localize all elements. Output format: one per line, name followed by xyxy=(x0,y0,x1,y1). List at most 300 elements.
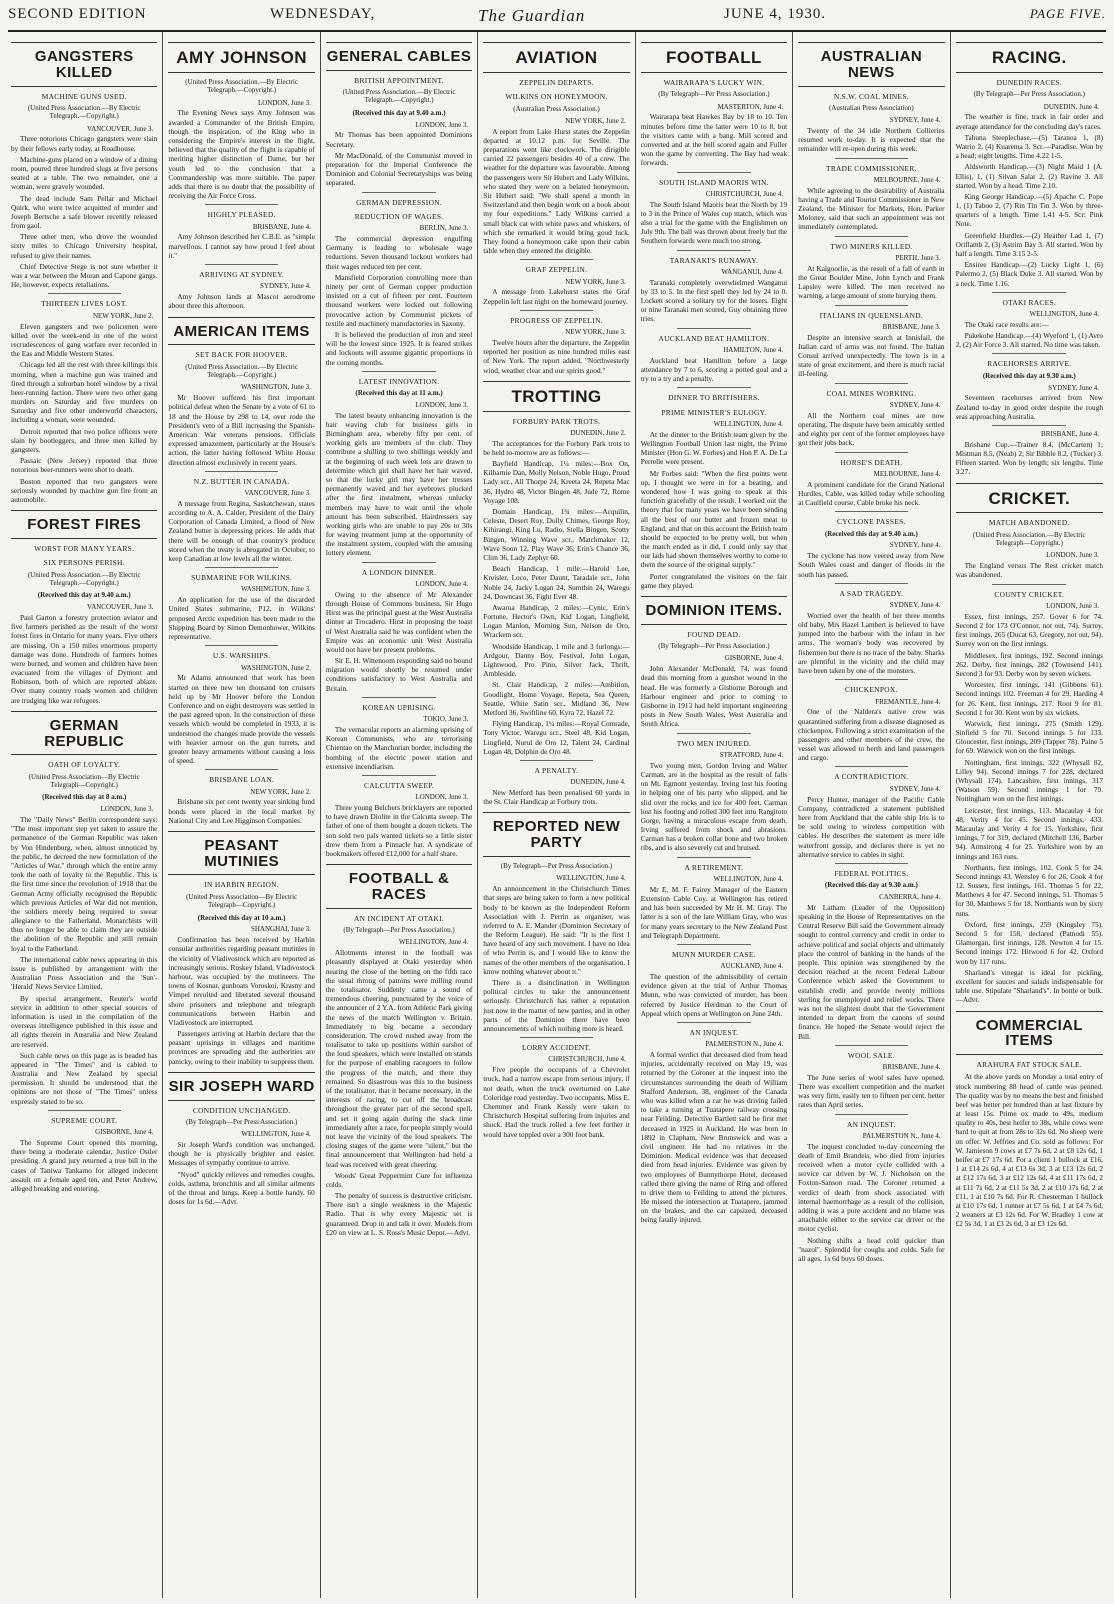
article-paragraph: Passaic (New Jersey) reported that three notorious beer-runners were shot to death. xyxy=(11,456,158,475)
section-heading: AMERICAN ITEMS xyxy=(168,317,314,346)
divider xyxy=(835,452,908,453)
divider xyxy=(48,293,121,294)
wire-credit: (United Press Association—By Electric Telegraph—Copyright.) xyxy=(28,772,140,790)
divider xyxy=(520,259,593,260)
divider xyxy=(205,645,278,646)
article xyxy=(798,869,944,1041)
article-paragraph: Chicago led all the rest with three killings this morning, when a machine gun was trained and fired through a suburban hotel window by a rival beer-running faction. There were two other gang murders on Saturday and five murders on Saturday and five other underworld characters, including a woman, were wounded. xyxy=(11,360,158,425)
subheading: WORST FOR MANY YEARS. xyxy=(34,543,135,553)
subheading: FEDERAL POLITICS. xyxy=(834,868,909,878)
article-paragraph: The vernacular reports an alarming uprising of Korean Communists, who are terrorising Chientao on the Manchurian border, including the bombing of the electric power station and extensive incendiarism. xyxy=(325,725,473,771)
article-paragraph: Three notorious Chicago gangsters were slain by their fellows early today, at Roadhouse. xyxy=(11,134,158,153)
subheading: FORBURY PARK TROTS. xyxy=(512,416,601,426)
divider xyxy=(835,383,908,384)
article-paragraph: Sir E. H. Wittenoom responding said no bound migration would shortly be resumed under conditions satisfactory to West Australia and Britain. xyxy=(325,656,473,693)
subheading: COUNTY CRICKET. xyxy=(994,589,1065,599)
article-paragraph: Mr Latham (Leader of the Opposition) speaking in the House of Representatives on the Central Reserve Bill said the Government already sought to control currency and credit in order to achieve political and social objects and ultimately place the control of banking in the hands of the people. This opinion was strengthened by the decision reached at the recent Federal Labour Conference which asked the Government to establish credit and provide twenty millions sterling for unemployed and relief works. There was not the slightest doubt that the Government intended to depart from the canons of sound finance. He hoped the Senate would reject the Bill. xyxy=(798,902,945,1041)
article-paragraph: Northants, first innings, 102. Cook 5 for 24. Second innings 43. Wensley 6 for 26, Cook 4 for 12. Sussex, first innings, 161. Thomas 5 for 22, Matthews 4 for 47. Second innings, 51. Thomas 5 for 30, Matthews 5 for 18. Northants won by sixty runs. xyxy=(955,862,1103,918)
article-paragraph: The England versus The Rest cricket match was abandoned. xyxy=(955,561,1103,580)
article-paragraph: While agreeing to the desirability of Australia having a Trade and Tourist Commissioner in New Zealand, the Minister for Markets, Hon. Parker Moloney, said that such an appointment was not immediately contemplated. xyxy=(798,185,945,232)
article xyxy=(168,573,314,641)
subheading: OATH OF LOYALTY. xyxy=(48,760,121,770)
article-paragraph: The dead include Sam Pellar and Michael Quirk, who were twice acquitted of murder and Joseph Bertsche a safe blower recently released from gaol. xyxy=(11,193,158,231)
subheading: MUNN MURDER CASE. xyxy=(672,949,756,959)
article xyxy=(168,477,314,563)
subheading: THIRTEEN LIVES LOST. xyxy=(41,299,128,309)
dateline: BRISBANE, June 4. xyxy=(252,222,311,231)
column-1 xyxy=(6,32,163,1598)
column-4 xyxy=(478,32,635,1598)
article xyxy=(326,198,472,367)
divider xyxy=(835,305,908,306)
article-paragraph: An announcement in the Christchurch Times that steps are being taken to form a new political body to be known as the Independent Reform Association with J. Perrin as organiser, was referred to A. E. Mander (Dominion Secretary of the Reform League). He said: "It is the first I have heard of any such movement. I have no idea of who Perrin is, and I would like to know the names of the other members of the organisation. I know nothing whatever about it." xyxy=(483,884,630,976)
subheading: SIX PERSONS PERISH. xyxy=(43,558,125,568)
article xyxy=(326,568,472,693)
article-paragraph: Worcester, first innings, 141 (Gibbons 61). Second innings 102. Freeman 4 for 29, Harding 4 for 26. Kent, first innings, 217. Root 9 for 81. Second 1 for 30. Kent won by six wickets. xyxy=(955,680,1103,717)
article-paragraph: Taranaki completely overwhelmed Wanganui by 33 to 5. In the first spell they led by 24 to 0. Lockett scored a solitary try for the losers. Eight or nine Taranaki men scored, Guy obtaining three tries. xyxy=(640,277,788,324)
article-paragraph: Oxford, first innings, 259 (Kingsley 75). Second 5 for 158, declared (Patnodi 55). Glamorgan, first innings, 128. Newton 4 for 15. Second innings 172. Hitwood 6 for 42. Oxford won by 117 runs. xyxy=(955,919,1103,966)
article-paragraph: Mr Hoover suffered his first important political defeat when the Senate by a vote of 61 to 18 and the House by 298 to 14, over rode the President's veto of a Bill increasing the Spanish-American War veterans pensions. Officials expressed amazement, particularly at the House's action, the latter having followed White House direction almost exclusively in recent years. xyxy=(168,393,315,467)
dateline: SYDNEY, June 4. xyxy=(889,601,941,610)
article-paragraph: The international cable news appearing in this issue is published by arrangement with the Australian Press Association and the 'Sun'-'Herald' News Service Limited. xyxy=(11,954,158,992)
article xyxy=(168,831,314,1066)
article-paragraph: Woods' Great Peppermint Cure for influenza colds. xyxy=(325,1170,473,1189)
subheading: IN HARBIN REGION. xyxy=(204,880,279,890)
article-paragraph: Mr Adams announced that work has been started on three new ten thousand ton cruisers held up by Mr Hoover before the London Conference and on eight destroyers was settled in the past agreed upon. In the construction of these vessels which would be completed in 1933, it is understood the changes made provide the vessels with heavier armour on the gun turrets, and greater heavy armaments without causing a loss of speed. xyxy=(168,673,315,766)
article xyxy=(483,1043,629,1139)
article-paragraph: The South Island Maoris beat the North by 19 to 3 in the Prince of Wales cup match, which was also a trial for the game with the Englishmen on July 9th. The ball was thrown about freely but the Southern forwards were much too strong. xyxy=(640,199,788,246)
dateline: NEW YORK, June 3. xyxy=(565,277,626,286)
divider xyxy=(677,1022,750,1023)
dateline: FREMANTLE, June 4. xyxy=(875,697,941,706)
section-heading: AVIATION xyxy=(483,42,629,73)
subheading: HIGHLY PLEASED. xyxy=(207,210,276,220)
subheading: PRIME MINISTER'S EULOGY. xyxy=(661,407,767,417)
received-time: (Received this day at 8 a.m.) xyxy=(42,793,127,802)
subheading: WILKINS ON HONEYMOON. xyxy=(505,92,608,102)
article-paragraph: The inquest concluded to-day concerning the death of Emil Brandeis, who died from injuries received when a motor cycle collided with a service car driven by W. J. Nicholson on the Foxton-Sanson road. The Coroner returned a verdict of death from shock associated with internal haemorrhage as a result of the collision, adding it was a pure accident and no blame was attachable either to the service car driver or the motor cyclist. xyxy=(798,1141,945,1234)
subheading: LATEST INNOVATION. xyxy=(358,376,440,386)
dateline: TOKIO, June 3. xyxy=(423,715,469,724)
subheading: A RETIREMENT. xyxy=(684,862,744,872)
divider xyxy=(205,264,278,265)
received-time: (Received this day at 9.40 a.m.) xyxy=(352,108,446,117)
dateline: SYDNEY, June 4. xyxy=(889,541,941,550)
dateline: WASHINGTON, June 3. xyxy=(240,383,311,392)
wire-credit: (Australian Press Association) xyxy=(828,103,914,112)
section-heading: GENERAL CABLES xyxy=(326,42,472,71)
received-time: (Received this day at 9.40 a.m.) xyxy=(824,529,918,538)
article-paragraph: A prominent candidate for the Grand National Hurdles, Cable, was killed today while schooling at Caulfield course. Cable broke his neck. xyxy=(798,479,945,508)
divider xyxy=(835,1045,908,1046)
article-paragraph: St. Clair Handicap, 2 miles:—Ambition, Goodlight, Home Voyage, Repeta, Sea Queen, Seattle, White Satin scr., Midland 36, New Metford 36, Swiftline 60, Kyra 72, Hazel 72. xyxy=(483,680,630,717)
article xyxy=(798,1051,944,1110)
article-paragraph: Sir Joseph Ward's condition was unchanged, though he is physically brighter and easier. Messages of sympathy continue to arrive. xyxy=(168,1140,315,1168)
article-paragraph: New Metford has been penalised 60 yards in the St. Clair Handicap at Forbury trots. xyxy=(483,788,630,807)
article-paragraph: Mr Forbes said: "When the first points went up, I thought we were in for a beating, and wondered how I was going to speak at this function gracefully of the result. I worked out the theory that for many years we have been sending all the best of our butter and frozen meat to England, and that on this account the British team should be expected to be pretty well, but when the match ended as it did, I could only say that our lads had shown themselves worthy to come to them the source of the original supply." xyxy=(640,468,788,570)
subheading: CALCUTTA SWEEP. xyxy=(364,780,435,790)
dateline: GISBORNE, June 4. xyxy=(724,654,784,663)
subheading: SOUTH ISLAND MAORIS WIN. xyxy=(659,177,769,187)
subheading: DUNEDIN RACES. xyxy=(996,77,1062,87)
wire-credit: (United Press Association.—By Electric Telegraph.—Copyright.) xyxy=(27,103,141,121)
dateline: AUCKLAND, June 4. xyxy=(720,962,784,971)
article-paragraph: By special arrangement, Reuter's world service in addition to other special sources of information is used in the compilation of the overseas intelligence published in this issue and all rights therein in Australia and New Zealand are reserved. xyxy=(11,993,158,1049)
dateline: SYDNEY, June 4. xyxy=(889,400,941,409)
subheading: AN INCIDENT AT OTAKI. xyxy=(354,913,445,923)
divider xyxy=(835,158,908,159)
divider xyxy=(362,775,435,776)
article xyxy=(326,864,472,1237)
subheading: SUBMARINE FOR WILKINS. xyxy=(191,573,293,583)
article xyxy=(168,651,314,765)
article xyxy=(641,596,787,729)
article-paragraph: Brisbane Cup.—Trainer 8.4, (McCarten) 1; Mistman 8.5, (Neab) 2; Sir Bibble 8.2, (Tucker) 3. Fifteen started. Won by length; six lengths. Time 3.27. xyxy=(955,439,1103,477)
article-paragraph: John Alexander McDonald, 74, was found dead this morning from a gunshot wound in the head. He was formerly a Gisborne Borough and Harbour engineer and prior to coming to Gisborne in 1913 had held important engineering posts in New South Wales, West Australia and South Africa. xyxy=(640,664,788,729)
wire-credit: (United Press Association.—By Electric Telegraph.—Copyright.) xyxy=(27,570,141,587)
article xyxy=(168,1072,314,1207)
subheading: MATCH ABANDONED. xyxy=(988,518,1070,528)
article-paragraph: Aldsworth Handicap.—(3) Night Maid 1 (A. Ellis), 1, (1) Silvan Salar 2, (2) Ravine 3. All started. Won by a head. Time 2.10. xyxy=(955,162,1103,190)
divider xyxy=(520,760,593,761)
subheading: RACEHORSES ARRIVE. xyxy=(987,359,1072,369)
article-paragraph: Chief Detective Stege is not sure whether it was a war between the Moran and Capone gangs. He, however, expects retaliations. xyxy=(11,261,158,290)
article xyxy=(641,863,787,940)
article-paragraph: Amy Johnson described her C.B.E. as "simple marvellous. I cannot say how proud I feel about it." xyxy=(168,232,315,260)
section-heading: COMMERCIAL ITEMS xyxy=(956,1011,1103,1056)
article-paragraph: Wairarapa beat Hawkes Bay by 18 to 10. Ten minutes before time the latter were 10 to 8, but the visitors came with a bang. Mill scored and converted and at the bell scored again and Fuller won the game by converting. The Bay had weak forwards. xyxy=(640,112,788,168)
section-heading: TROTTING xyxy=(483,381,629,412)
article-paragraph: Middlesex, first innings, 192. Second innings 262. Derby, first innings, 282 (Townsend 141). Second 3 for 93. Derby won by seven wickets. xyxy=(955,650,1103,678)
article-paragraph: Sharland's vinegar is ideal for pickling, excellent for sauces and salads indispensable for table use. Stipulate "Sharland's". In bottle or bulk.—Advt. xyxy=(955,967,1103,1005)
dateline: PALMERSTON N., June 4. xyxy=(862,1131,941,1140)
article xyxy=(168,775,314,825)
article-paragraph: All the Northern coal mines are now operating. The dispute have been amicably settled and eighty per cent of the former employees have got their jobs back. xyxy=(798,410,945,448)
subheading: CYCLONE PASSES. xyxy=(836,517,906,527)
dateline: CHRISTCHURCH, June 4. xyxy=(548,1055,626,1064)
subheading: WAIRARAPA'S LUCKY WIN. xyxy=(663,77,765,87)
subheading: AN INQUEST. xyxy=(846,1119,896,1129)
issue-date: JUNE 4, 1930. xyxy=(724,6,827,22)
dateline: STRATFORD, June 4. xyxy=(719,750,784,759)
article-paragraph: Mr MacDonald, of the Communist moved in preparation for the Imperial Conference the Dominion and Colonial Secretaryships was being separated. xyxy=(325,150,473,188)
received-time: (Received this day at 9.30 a.m.) xyxy=(824,881,918,890)
dateline: LONDON, June 3. xyxy=(1046,602,1099,610)
article-paragraph: Seventeen racehorses arrived from New Zealand to-day in good order despite the rough seas approaching Australia. xyxy=(955,393,1103,421)
article-paragraph: Two young men, Gordon Irving and Walter Carman, are in the hospital as the result of falls on Mt. Egmont yesterday. Irving lost his footing in helping one of his party who slipped, and he slid over the rocks and ice for 400 feet. Carman lost his footing and rolled 300 feet into Rangitoto Gorge, having a miraculous escape from death. Irving suffered from shock and abrasions. Carman has a broken collar bone and two broken ribs, and is also severely cut and bruised. xyxy=(640,760,788,853)
dateline: CHRISTCHURCH, June 4. xyxy=(705,189,784,198)
divider xyxy=(48,1110,121,1111)
divider xyxy=(205,567,278,568)
article xyxy=(326,42,472,188)
article-paragraph: The commercial depression engulfing Germany is leading to wholesale wage reductions. Seven thousand lockout workers had their wages reduced ten per cent. xyxy=(325,234,473,271)
dateline: WELLINGTON, June 4. xyxy=(556,874,626,883)
column-5 xyxy=(636,32,793,1598)
article-paragraph: The Otaki race results are:— xyxy=(964,319,1049,329)
article xyxy=(798,458,944,508)
article xyxy=(168,210,314,260)
subheading: A SAD TRAGEDY. xyxy=(839,588,904,598)
dateline: SHANGHAI, June 3. xyxy=(250,925,311,934)
received-time: (Received this day at 10 a.m.) xyxy=(197,913,286,922)
wire-credit: (United Press Association.—By Electric Telegraph.—Copyright.) xyxy=(185,362,299,379)
article xyxy=(641,42,787,168)
divider xyxy=(992,425,1066,426)
subheading: ARRIVING AT SYDNEY. xyxy=(199,270,285,280)
article xyxy=(798,685,944,762)
article xyxy=(11,711,157,1106)
article-paragraph: Passengers arriving at Harbin declare that the peasant uprisings in villages and maritime provinces are spreading and the authorities are panicky, owing to their inability to suppress them. xyxy=(168,1029,315,1066)
article-paragraph: Eleven gangsters and two policemen were killed over the week-end in one of the worst recrudescences of gang warfare ever recorded in the Eas and Middle Western States. xyxy=(11,321,158,359)
masthead xyxy=(8,0,1106,32)
article xyxy=(641,1028,787,1225)
dateline: VANCOUVER, June 3. xyxy=(244,489,311,498)
dateline: LONDON, June 3. xyxy=(415,400,469,409)
divider xyxy=(677,328,750,329)
dateline: WELLINGTON, June 4. xyxy=(398,938,469,947)
article-paragraph: A message from Lakehurst states the Graf Zeppelin left last night on the homeward journey. xyxy=(483,287,630,306)
article xyxy=(798,517,944,579)
subheading: MACHINE GUNS USED. xyxy=(41,91,127,101)
subheading: TRADE COMMISSIONER. xyxy=(826,163,917,173)
subheading: ITALIANS IN QUEENSLAND. xyxy=(819,310,924,320)
article xyxy=(483,316,629,375)
edition-label: SECOND EDITION xyxy=(8,6,147,22)
article-paragraph: The Evening News says Amy Johnson was awarded a Commander of the British Empire, though the inspiration, of the King who in considering the Empire's interest in the flight, believed that the quality of the flight is capable of meriting higher distinction of Dame, but her youth led to the conclusion that a Commandership was more suitable. The paper adds that there is no doubt that the possibility of receiving the Air Force Cross. xyxy=(168,108,315,201)
section-heading: FOOTBALL & RACES xyxy=(326,864,472,909)
section-heading: GERMAN REPUBLIC xyxy=(11,711,157,756)
article-paragraph: Ensiree Handicap.—(2) Lucky Light 1, (6) Palermo 2, (5) Black Duke 3. All started. Won by a neck. Time 1.16. xyxy=(955,260,1103,288)
dateline: SYDNEY, June 4. xyxy=(889,116,941,125)
article xyxy=(483,42,629,255)
section-heading: SIR JOSEPH WARD xyxy=(168,1072,314,1101)
article-paragraph: A message from Regina, Saskatchewan, states according to A. A. Calder, President of the Dairy Corporation of Canada Limited, a flood of New Zealand butter is depressing prices. He adds that there will be enough of that country's produce stored when the treaty is abrogated in October, to keep Canadian at low levels all the winter. xyxy=(168,498,315,563)
subheading: AUCKLAND BEAT HAMILTON. xyxy=(658,333,770,343)
wire-credit: (By Telegraph—Per Press Association.) xyxy=(343,926,455,935)
dateline: MELBOURNE, June 4. xyxy=(873,175,941,184)
divider xyxy=(205,471,278,472)
subheading: PROGRESS OF ZEPPELIN. xyxy=(510,315,603,325)
article-paragraph: The question of the admissibility of certain evidence given at the trial of Arthur Thomas Munn, who was convicted of murder, has been referred by Justice Herdman to the Court of Appeal which opens at Wellington on June 24th. xyxy=(640,972,788,1018)
subheading: CHICKENPOX. xyxy=(844,685,898,695)
article xyxy=(798,242,944,301)
subheading: ZEPPELIN DEPARTS. xyxy=(519,77,594,87)
article xyxy=(483,381,629,756)
section-heading: AMY JOHNSON xyxy=(168,42,314,73)
article xyxy=(641,178,787,246)
divider xyxy=(835,511,908,512)
divider xyxy=(205,204,278,205)
divider xyxy=(992,353,1066,354)
dateline: LONDON, June 3. xyxy=(1046,551,1099,560)
article xyxy=(168,42,314,200)
divider xyxy=(205,769,278,770)
article-paragraph: The latest beauty enhancing innovation is the hair waving club for business girls in Birmingham area, whereby fifty per cent. of working girls are members of the club. They contribute a shilling to two shillings weekly and at the beginning of each week lots are drawn to determine which girl shall have her hair waved, so that the lucky girl may have her tresses permanently waved and her eyebrows plucked after the first instalment, whereas unlucky members may have to wait until the whole amount has been subscribed. Hairdressers say working girls who are unable to pay 20s to 30s for waving treatment jump at the opportunity of the instalment system, coupled with the amusing lottery element. xyxy=(325,410,473,558)
article-paragraph: Leicester, first innings, 113. Macaulay 4 for 48, Verity 4 for 45. Second innings, 433. Macaulay and Verity 4 for 15. Yorkshire, first innings, 7 for 319, declared (Mitchell 136, Barber 94). Armstrong 4 for 25. Yorkshire won by an innings and 163 runs. xyxy=(955,805,1103,861)
divider xyxy=(835,236,908,237)
subheading: TARANAKI'S RUNAWAY. xyxy=(669,255,759,265)
article xyxy=(641,950,787,1018)
divider xyxy=(362,562,435,563)
article xyxy=(641,334,787,384)
dateline: LONDON, June 3. xyxy=(100,805,154,814)
dateline: LONDON, June 3. xyxy=(415,793,469,802)
article-paragraph: Paul Garton a forestry protection aviator and five farmers perished as the result of the worst forest fires in Ontario for many years. Five others are missing. On a 150 miles enormous property damage was done. Hundreds of farmers homes were burned, and women and children have been evacuated from the villages of Dymont and Robinson, both of which are reported ablaze. Over many country roads women and children are trudging like war refugees. xyxy=(11,612,158,705)
divider xyxy=(992,292,1066,293)
divider xyxy=(835,1114,908,1115)
article xyxy=(168,270,314,311)
dateline: PERTH, June 3. xyxy=(895,254,941,262)
dateline: WASHINGTON, June 3. xyxy=(240,585,311,594)
divider xyxy=(677,944,750,945)
dateline: NEW YORK, June 2. xyxy=(92,311,154,320)
article xyxy=(956,483,1103,580)
dateline: NEW YORK, June 2. xyxy=(250,787,311,796)
wire-credit: (By Telegraph—Per Press Association.) xyxy=(658,642,770,651)
article-paragraph: The acceptances for the Forbury Park trots to be held to-morrow are as follows:— xyxy=(483,438,630,457)
article xyxy=(326,781,472,858)
dateline: LONDON, June 3. xyxy=(415,120,469,129)
article-paragraph: The Supreme Court opened this morning, there being a moderate calendar, Justice Ostler presiding. A grand jury returned a true bill in the cases of Taniwa Tankamo for alleged indecent assault on a female aged ten, and Peter Andrew, alleged breaking and entering. xyxy=(11,1138,158,1193)
article xyxy=(326,377,472,558)
article xyxy=(483,812,629,1033)
article-paragraph: Greenfield Hurdles.—(2) Heather Lad 1, (7) Oriflamb 2, (3) Astrim Bay 3. All started. Won by half a length. Time 3.15 2-5. xyxy=(955,230,1103,258)
article-paragraph: Auckland beat Hamilton before a large attendance by 7 to 6, scoring a potted goal and a try to a try and a penalty. xyxy=(640,355,788,384)
article-paragraph: Three other men, who drove the wounded sixty miles to Chicago University hospital, refused to give their names. xyxy=(11,232,158,260)
dateline: VANCOUVER, June 3. xyxy=(87,603,154,612)
subheading: U.S. WARSHIPS. xyxy=(212,651,271,661)
article-paragraph: Tahuna Steeplechase.—(5) Taranoa 1, (8) Watrio 2, (4) Kuarema 3. Scr.—Paradise. Won by a head; eight lengths. Time 4.22 1-5. xyxy=(955,132,1103,161)
dateline: LONDON, June 3. xyxy=(257,98,311,107)
subheading: DINNER TO BRITISHERS. xyxy=(668,393,760,403)
article xyxy=(956,590,1103,1005)
wire-credit: (United Press Association.—By Electric Telegraph.—Copyright.) xyxy=(342,88,456,105)
article-paragraph: At the dinner to the British team given by the Wellington Football Union last night, the Prime Minister (Hon G. W. Forbes) and Hon P. A. De La Perrelle were present. xyxy=(640,429,788,467)
wire-credit: (United Press Association.—By Electric Telegraph—Copyright.) xyxy=(972,530,1086,548)
article-paragraph: Three young Belchers bricklayers are reported to have drawn Diolite in the Calcutta sweep. The father of one of them bought a dozen tickets. The son sold two pals wanted tickets so a little sister drew them from a Pinnacle hat. A syndicate of bookmakers offered £12,000 for a half share. xyxy=(325,803,473,859)
subheading: AN INQUEST. xyxy=(689,1027,739,1037)
article-paragraph: At Kalgoorlie, as the result of a fall of earth in the Great Boulder Mine, John Lynch and Frank Lapsley were killed. The men received no warning, a large amount of stone burying them. xyxy=(798,263,945,301)
subheading: BRITISH APPOINTMENT. xyxy=(354,75,444,85)
dateline: CANBERRA, June 4. xyxy=(879,893,941,902)
divider xyxy=(835,583,908,584)
subheading: WOOL SALE. xyxy=(847,1050,895,1060)
dateline: BRISBANE, June 3. xyxy=(882,322,941,331)
column-6 xyxy=(793,32,950,1598)
received-time: (Received this day at 9.30 a.m.) xyxy=(982,371,1076,380)
subheading: COAL MINES WORKING. xyxy=(826,388,917,398)
divider xyxy=(835,679,908,680)
article-paragraph: Owing to the absence of Mr Alexander through House of Commons business, Sir Hugo Hirst was the principal guest at the West Australia dinner at Trocadero. Hirst in proposing the toast of West Australia said he was confident when the Empire was an economic unit West Australia would not have her present problems. xyxy=(325,589,473,654)
section-heading: AUSTRALIAN NEWS xyxy=(798,42,944,87)
article-paragraph: There is a disinclination in Wellington political circles to take the announcement seriously. Christchurch has rather a reputation just now in the matter of new parties, and in other parts of the Dominion there have been announcements of which nothing more is heard. xyxy=(483,978,630,1033)
subheading: TWO MEN INJURED. xyxy=(676,738,752,748)
article-paragraph: Essex, first innings, 257. Gover 6 for 74. Second 2 for 173 O'Connor, not out, 74). Surrey, first innings, 265 (Ducat 63, Gregory, not out, 94). Surrey won on the first innings. xyxy=(955,611,1103,649)
article-paragraph: Domain Handicap, 1¾ miles:—Acquilin, Celeste, Desert Roy, Dolly Chimes, George Roy, Kihirangi, King Lu, Radio, Stella Bingen, Scotty Bingen, Winning Wave scr., Matchmaker 12, Wave Soon 12, Play Wave 36, Erin's Chance 36, Clim 36, Lady Zephyr 60. xyxy=(483,507,630,562)
article xyxy=(168,317,314,467)
article-paragraph: Confirmation has been received by Harbin consular authorities regarding peasant mutinies in the vicinity of Vladivostock which are reported as increasingly serious. Ruskey Island, Vladivostock harbour, was occupied by the mutineers. The towns of Kosnar, gunboats Voroskoi, Krasny and Vimpel revolted and liberated several thousand shore prisoners and telephone and telegraph communications between Harbin and Vladivostock are interrupted. xyxy=(168,935,315,1027)
dateline: GISBORNE, June 4. xyxy=(95,1128,154,1137)
article xyxy=(11,299,157,504)
subheading: A CONTRADICTION. xyxy=(834,772,909,782)
article-paragraph: One of the Naldera's native crew was quarantined suffering from a disease diagnosed as chickenpox. Following a strict examination of the passengers and other members of the crew, the vessel was allowed to berth and land passengers and cargo. xyxy=(798,707,945,763)
article-paragraph: Five people the occupants of a Chevrolet truck, had a narrow escape from serious injury, if not death, when the truck overturned on Lake Coleridge road yesterday. Two occupants, Miss E. Chemmer and Frank Kessly were taken to Christchurch Hospital suffering from injuries and shock. Had the truck rolled a few feet further it would have toppled over a 300 foot bank. xyxy=(483,1065,630,1139)
subheading: REDUCTION OF WAGES. xyxy=(354,211,444,221)
subheading: CONDITION UNCHANGED. xyxy=(192,1105,291,1115)
section-heading: FOOTBALL xyxy=(641,42,787,73)
dateline: WELLINGTON, June 4. xyxy=(1029,310,1099,319)
subheading: FOUND DEAD. xyxy=(687,629,741,639)
subheading: GRAF ZEPPELIN. xyxy=(525,265,588,275)
dateline: MELBOURNE, June 4. xyxy=(873,469,941,478)
article xyxy=(326,703,472,771)
section-heading: CRICKET. xyxy=(956,483,1103,514)
wire-credit: (By Telegraph—Per Press Association.) xyxy=(973,90,1085,99)
dateline: MASTERTON, June 4. xyxy=(717,102,784,111)
weekday-label: WEDNESDAY, xyxy=(270,6,376,22)
section-heading: RACING. xyxy=(956,42,1103,73)
subheading: ARAHURA FAT STOCK SALE. xyxy=(976,1060,1083,1069)
article-paragraph: Machine-guns placed on a window of a dining room, poured three hundred slugs at five persons seated at a table. The two remainder, one a woman, were gravely wounded. xyxy=(11,154,158,192)
dateline: BERLIN, June 3. xyxy=(419,224,469,233)
dateline: PALMERSTON N., June 4. xyxy=(705,1040,784,1049)
article-paragraph: Allotments interest in the football was pleasantly displayed at Otaki yesterday when nearing the close of the betting on the fifth race the usual throng of patrons were milling round the totalisator. Suddenly came a sound of tremendous cheering, punctuated by the voice of the announcer of 2 Y.A. from Athletic Park giving the news of the match Wellington v. Britain. Immediately to big became a secondary consideration. The crowd rushed away from the totalisator to take up positions within earshot of the loud speakers, which were installed on stands for the purpose of enabling racegoers to follow the progress of the match, and there they remained. So disastrous was this to the business of the totalisator, that it became necessary, in the interests of racing, to cut off the broadcast throughout the greater part of the second spell, and set it going again during the slack time immediately after a race, for people simply would not leave the vicinity of the loud speakers. The closing stages of the game were "silent," but the final announcement that Wellington had held a lead was received with great cheering. xyxy=(325,948,473,1169)
article-paragraph: The cyclone has now veered away from New South Wales coast and danger of floods in the south has passed. xyxy=(798,551,945,579)
article xyxy=(11,510,157,705)
dateline: WELLINGTON, June 4. xyxy=(713,420,784,429)
divider xyxy=(677,733,750,734)
article xyxy=(798,311,944,379)
divider xyxy=(520,310,593,311)
dateline: BRISBANE, June 4. xyxy=(882,1063,941,1072)
subheading: BRISBANE LOAN. xyxy=(209,775,275,785)
column-7 xyxy=(951,32,1108,1598)
divider xyxy=(520,1037,593,1038)
article-paragraph: Mr Thomas has been appointed Dominions Secretary. xyxy=(325,130,473,149)
article-paragraph: Amy Johnson lands at Mascot aerodrome about three this afternoon. xyxy=(168,292,315,311)
newspaper-title: The Guardian xyxy=(478,6,586,25)
section-heading: GANGSTERS KILLED xyxy=(11,42,157,87)
divider xyxy=(835,863,908,864)
dateline: SYDNEY, June 4. xyxy=(1048,383,1099,392)
article xyxy=(641,393,787,590)
section-heading: REPORTED NEW PARTY xyxy=(483,812,629,857)
dateline: DUNEDIN, June 2. xyxy=(570,428,626,437)
divider xyxy=(992,584,1066,585)
article-paragraph: Twelve hours after the departure, the Zeppelin reported her position as nine hundred miles east of New York. The report added, "Northwesterly wind, weather clear and our spirits good." xyxy=(483,337,630,375)
article-paragraph: It is believed the production of iron and steel will be the lowest since 1925. It is feared strikes and lockouts will assume gigantic proportions in the coming months. xyxy=(325,329,473,367)
article xyxy=(798,42,944,154)
article-paragraph: Mr E. M. F. Fairey Manager of the Eastern Extension Cable Coy. at Wellington has retired and has been succeeded by Mr H. M. Gray. The latter is a son of the late William Gray, who was for many years secretary to the New Zealand Post and Telegraph Department. xyxy=(640,884,788,940)
section-heading: PEASANT MUTINIES xyxy=(168,831,314,876)
article-paragraph: At the above yards on Monday a total entry of stock numbering 88 head of cattle was penned. The quality was by no means the best and finished beef was better per hundred than at last fixture by at least 15s. Prime ox made to 49s, medium quality to 40s, best heifer to 38s, while cows were hard to quit at from 28s to 32s 6d. No sheep were on offer. W. Jeffries and Co. sold as follows: For W. Jamieson 9 cows at £7 7s 6d, 2 at £8 12s 6d, 1 heifer at £7 17s 6d. For a client 1 bullock at £16, 1 at £14 2s 6d, 4 at £13 6s 3d, 3 at £13 12s 6d, 2 at £12 17s 6d, 3 at £12 12s 6d, 4 at £11 17s 6d, 2 at £11 7s 6d, 2 at £11 5s 3d, 2 at £10 17s 6d, 2 at £11, 1 at £10 7s 6d. For R. Chesterman 1 bullock at £10 17s 6d, 1 runner at £7 5s 6d, 1 at £4 7s 6d, 2 weaners at £3 12s 6d. For W. Bradley 1 cow at £2 5s 3d, 1 at £3 2s 6d, 3 at £3 12s 6d. xyxy=(955,1072,1103,1229)
wire-credit: (By Telegraph—Per Press Association.) xyxy=(185,1117,298,1126)
article-paragraph: Awarua Handicap, 2 miles:—Cynic, Erin's Fortune, Hector's Own, Kid Logan, Lingfield, Logan Manlon, Morning Sun, Nelson de Oro, Wrackem scr. xyxy=(483,602,630,640)
dateline: WELLINGTON, June 4. xyxy=(713,874,784,883)
article-paragraph: The "Daily News" Berlin correspondent says: "The most important step yet taken to assure the permanence of the German Republic was taken by Von Hindenburg, when, almost unnoticed by the public, he decreed the new formulation of the "Articles of War," through which the entire army took the oath of loyalty to the Republic. This is the first time since the revolution of 1918 that the German Army officially recognised the Republic which previous Articles of War did not mention, the soldiers merely being required to swear allegiance to the Fatherland. Monarchists will thus no longer be able to claim they are outside the abolition of the Republic and still remain loyal to the Fatherland. xyxy=(11,815,158,953)
page-number: PAGE FIVE. xyxy=(1029,6,1106,21)
divider xyxy=(677,857,750,858)
article xyxy=(483,766,629,807)
dateline: DUNEDIN, June 4. xyxy=(570,778,626,787)
article-paragraph: Beach Handicap, 1 mile:—Harold Lee, Kreisler, Loco, Peter Daunt, Taradale scr., John Noble 24, Jacky Logan 24, Sumthin 24, Waregu 24, Downcast 36, Fight Ever 48. xyxy=(483,564,630,601)
divider xyxy=(362,697,435,698)
dateline: VANCOUVER, June 3. xyxy=(87,124,154,133)
article-paragraph: A formal verdict that deceased died from head injuries, accidentally received on May 19, was returned by the Coroner at the inquest into the circumstances surrounding the death of William Stafford Anderson, 38, engineer of the Canada who was killed when a car he was driving failed to take a turning at Tuatapere railway crossing near Feilding. Detective Bartlett said he first met deceased in 1925 in Auckland. He was born in 1892 in Clapham, New Brunswick and was a civil engineer. He had no relatives in the Dominion. Medical evidence was that deceased died from head injuries. Evidence was given by two employees of Bunnythorpe Hotel, deceased called there giving the name of Ring and offered to drive them to Feilding to attend the pictures. He missed the intersection at Tuatapere, jammed on the brakes, and the car capsized, deceased being fatally injured. xyxy=(640,1050,788,1225)
divider xyxy=(362,371,435,372)
subheading: OTAKI RACES. xyxy=(1002,297,1057,307)
column-3 xyxy=(321,32,478,1598)
